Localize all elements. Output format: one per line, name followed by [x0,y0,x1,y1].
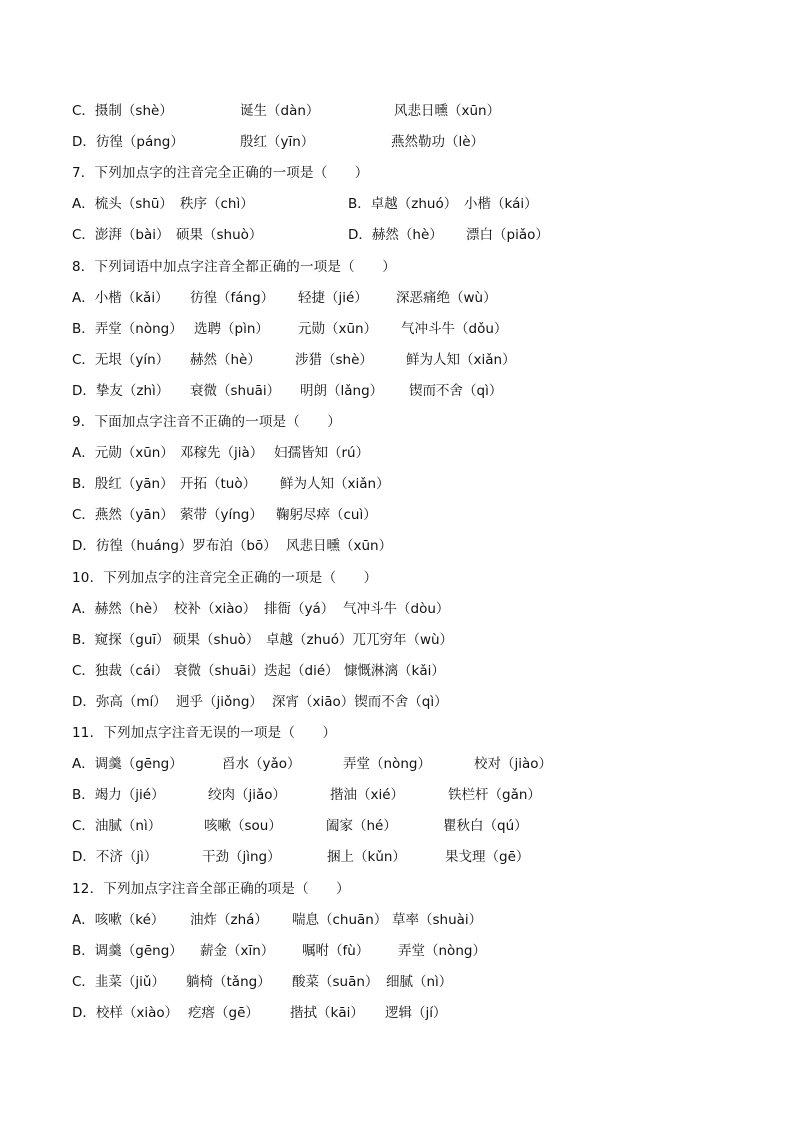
word-with-pinyin: 硕果（shuò） [173,631,260,648]
word-with-pinyin: 衰微（shuāi） [174,662,265,679]
word-with-pinyin: 咳嗽（sou） [204,818,282,835]
word-with-pinyin: 锲而不舍（qì） [409,382,503,399]
word-with-pinyin: 捆上（kǔn） [327,849,406,866]
word-with-pinyin: D．彷徨（páng） [72,134,184,151]
word-with-pinyin: 气冲斗牛（dǒu） [401,320,508,337]
word-with-pinyin: C．韭菜（jiǔ） [72,973,165,990]
word-with-pinyin: 校补（xiào） [174,600,257,617]
word-with-pinyin: 硕果（shuò） [176,227,263,244]
word-with-pinyin: D．彷徨（huáng）罗布泊（bō） [72,538,277,555]
word-with-pinyin: D．校样（xiào） [72,1004,179,1021]
word-with-pinyin: B．殷红（yān） [72,476,174,493]
word-with-pinyin: 鞠躬尽瘁（cuì） [276,507,377,524]
word-with-pinyin: B．卓越（zhuó） [348,196,458,213]
word-with-pinyin: 气冲斗牛（dòu） [343,600,450,617]
word-with-pinyin: 开拓（tuò） [180,476,257,493]
word-with-pinyin: 漂白（piǎo） [466,227,549,244]
word-with-pinyin: 揩油（xié） [330,787,405,804]
word-with-pinyin: 疙瘩（gē） [188,1004,259,1021]
word-with-pinyin: 元勋（xūn） [298,320,378,337]
word-with-pinyin: A．调羹（gēng） [72,756,183,773]
word-with-pinyin: 深恶痛绝（wù） [396,289,497,306]
word-with-pinyin: B．窥探（guī） [72,631,170,648]
word-with-pinyin: A．小楷（kǎi） [72,289,169,306]
word-with-pinyin: 鲜为人知（xiǎn） [406,351,516,368]
word-with-pinyin: A．咳嗽（ké） [72,911,165,928]
word-with-pinyin: 彷徨（fáng） [190,289,275,306]
word-with-pinyin: A．元勋（xūn） [72,445,174,462]
word-with-pinyin: 果戈理（gē） [445,849,530,866]
question-text: 9．下面加点字注音不正确的一项是（ ） [72,414,342,430]
word-with-pinyin: C．独裁（cái） [72,662,169,679]
word-with-pinyin: 喘息（chuān） [292,911,388,928]
word-with-pinyin: 明朗（lǎng） [300,382,384,399]
word-with-pinyin: D．挚友（zhì） [72,382,170,399]
word-with-pinyin: 干劲（jìng） [202,849,281,866]
word-with-pinyin: 涉猎（shè） [295,351,373,368]
word-with-pinyin: 迭起（dié） [264,662,339,679]
word-with-pinyin: 酸菜（suān） [292,973,379,990]
word-with-pinyin: 衰微（shuāi） [190,382,281,399]
word-with-pinyin: 风悲日曛（xūn） [394,103,501,119]
question-text: 11．下列加点字注音无误的一项是（ ） [72,725,337,741]
word-with-pinyin: 迥乎（jiǒng） [176,693,263,710]
word-with-pinyin: 殷红（yīn） [240,134,315,151]
word-with-pinyin: B．弄堂（nòng） [72,320,183,337]
word-with-pinyin: A．梳头（shū） [72,196,173,213]
word-with-pinyin: 舀水（yǎo） [222,756,301,773]
word-with-pinyin: 逻辑（jí） [385,1004,447,1021]
question-text: 10．下列加点字的注音完全正确的一项是（ ） [72,569,378,586]
word-with-pinyin: D．赫然（hè） [348,227,443,244]
word-with-pinyin: 慷慨淋漓（kǎi） [344,662,445,679]
word-with-pinyin: 妇孺皆知（rú） [274,445,370,462]
word-with-pinyin: 嘱咐（fù） [302,942,370,959]
word-with-pinyin: 萦带（yíng） [180,507,263,524]
word-with-pinyin: 绞肉（jiǎo） [208,787,287,804]
word-with-pinyin: C．摄制（shè） [72,103,173,119]
question-text: 8．下列词语中加点字注音全都正确的一项是（ ） [72,258,396,275]
word-with-pinyin: 油炸（zhá） [190,911,268,928]
word-with-pinyin: 小楷（kái） [464,196,538,213]
word-with-pinyin: 风悲日曛（xūn） [286,538,393,555]
word-with-pinyin: B．竭力（jié） [72,787,165,804]
word-with-pinyin: C．油腻（nì） [72,818,162,835]
word-with-pinyin: 阖家（hé） [326,818,397,835]
word-with-pinyin: 躺椅（tǎng） [186,973,271,990]
word-with-pinyin: C．燕然（yān） [72,507,174,524]
word-with-pinyin: 弄堂（nòng） [343,756,431,773]
word-with-pinyin: 秩序（chì） [180,196,254,213]
word-with-pinyin: B．调羹（gēng） [72,942,183,959]
word-with-pinyin: 赫然（hè） [190,351,261,368]
question-text: 12．下列加点字注音全部正确的项是（ ） [72,880,350,897]
word-with-pinyin: 揩拭（kāi） [290,1004,364,1021]
word-with-pinyin: 诞生（dàn） [240,103,320,119]
word-with-pinyin: 草率（shuài） [392,911,483,928]
word-with-pinyin: C．无垠（yín） [72,351,170,368]
word-with-pinyin: 薪金（xīn） [200,942,275,959]
word-with-pinyin: 选聘（pìn） [194,320,269,337]
word-with-pinyin: 深宵（xiāo）锲而不舍（qì） [272,693,448,710]
word-with-pinyin: D．弥高（mí） [72,693,167,710]
word-with-pinyin: 邓稼先（jià） [180,445,264,462]
word-with-pinyin: 排衙（yá） [264,600,335,617]
word-with-pinyin: D．不济（jì） [72,849,158,866]
word-with-pinyin: 细腻（nì） [386,973,453,990]
word-with-pinyin: 铁栏杆（gǎn） [448,787,541,804]
word-with-pinyin: 弄堂（nòng） [398,942,486,959]
question-text: 7．下列加点字的注音完全正确的一项是（ ） [72,165,369,182]
word-with-pinyin: 轻捷（jié） [298,289,368,306]
word-with-pinyin: 燕然勒功（lè） [391,134,485,151]
word-with-pinyin: 卓越（zhuó）兀兀穷年（wù） [266,631,454,648]
word-with-pinyin: A．赫然（hè） [72,600,166,617]
word-with-pinyin: 鲜为人知（xiǎn） [280,476,390,493]
word-with-pinyin: C．澎湃（bài） [72,227,170,244]
word-with-pinyin: 瞿秋白（qú） [443,818,528,835]
word-with-pinyin: 校对（jiào） [474,756,553,773]
